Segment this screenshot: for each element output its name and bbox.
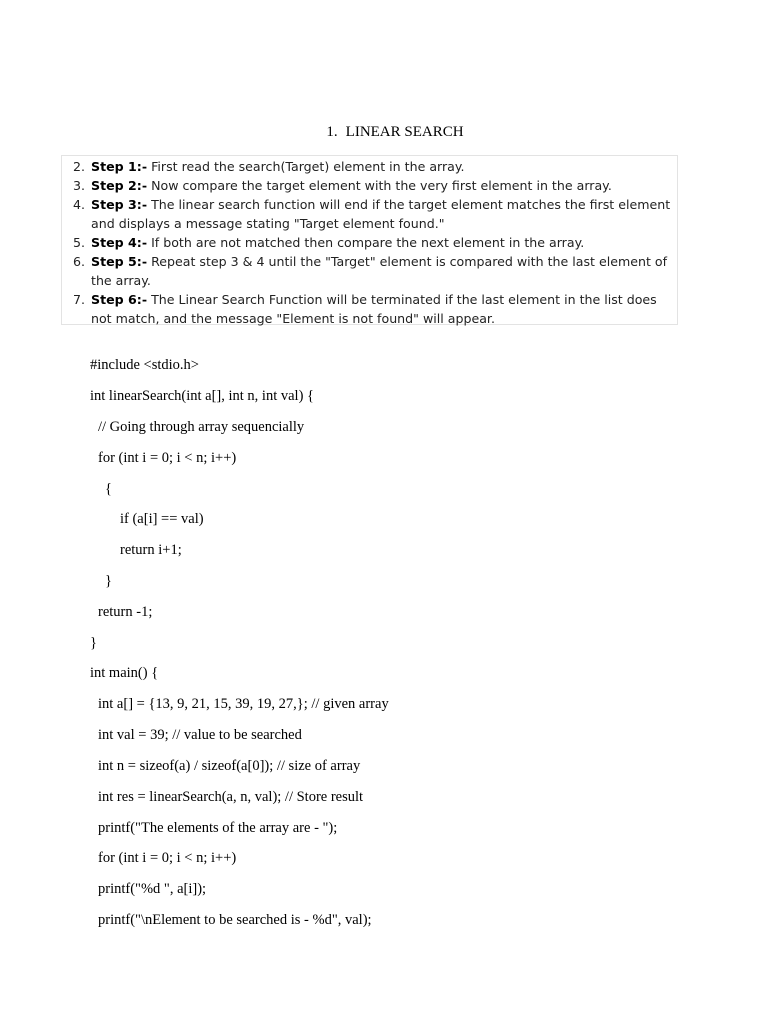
list-item — [72, 290, 671, 328]
step-number: 7. — [72, 292, 85, 307]
code-line: return -1; — [98, 604, 153, 620]
step-number: 6. — [72, 254, 85, 269]
step-label: Step 4:- — [91, 235, 148, 250]
page-title — [0, 122, 768, 142]
list-item — [72, 233, 671, 252]
step-text: Repeat step 3 & 4 until the "Target" element is compared with the last element of the array. — [91, 254, 668, 288]
step-label: Step 3:- — [91, 197, 148, 212]
list-item — [72, 195, 671, 233]
code-line: if (a[i] == val) — [120, 511, 204, 527]
code-line: int res = linearSearch(a, n, val); // Store result — [98, 789, 364, 805]
code-line: #include <stdio.h> — [90, 357, 199, 373]
step-text: The linear search function will end if the target element matches the first element and displays a message stating "Target element found." — [91, 197, 671, 231]
code-line: int n = sizeof(a) / sizeof(a[0]); // size of array — [98, 758, 361, 774]
code-line: { — [105, 481, 112, 497]
code-line: for (int i = 0; i < n; i++) — [98, 850, 237, 866]
code-line: } — [105, 573, 112, 589]
step-label: Step 6:- — [91, 292, 148, 307]
step-number: 3. — [72, 178, 85, 193]
code-line: return i+1; — [120, 542, 182, 558]
step-number: 5. — [72, 235, 85, 250]
code-line: } — [90, 635, 97, 651]
list-item — [72, 176, 671, 195]
step-label: Step 1:- — [91, 159, 148, 174]
list-item — [72, 157, 671, 176]
step-text: First read the search(Target) element in the array. — [151, 159, 465, 174]
code-line: int main() { — [90, 665, 159, 681]
code-line: // Going through array sequencially — [98, 419, 305, 435]
list-item — [72, 252, 671, 290]
code-line: int val = 39; // value to be searched — [98, 727, 302, 743]
code-line: for (int i = 0; i < n; i++) — [98, 450, 237, 466]
title-text: LINEAR SEARCH — [345, 124, 464, 140]
code-line: int linearSearch(int a[], int n, int val) { — [90, 388, 314, 404]
step-label: Step 2:- — [91, 178, 148, 193]
step-text: Now compare the target element with the very first element in the array. — [151, 178, 612, 193]
step-number: 2. — [72, 159, 85, 174]
title-number: 1. — [326, 124, 338, 140]
code-line: printf("\nElement to be searched is - %d", val); — [98, 912, 372, 928]
step-label: Step 5:- — [91, 254, 148, 269]
code-line: printf("The elements of the array are - "); — [98, 820, 338, 836]
code-line: int a[] = {13, 9, 21, 15, 39, 19, 27,}; // given array — [98, 696, 389, 712]
step-text: The Linear Search Function will be terminated if the last element in the list does not match, and the message "Element is not found" will appear. — [91, 292, 657, 326]
steps-list — [61, 155, 678, 325]
step-number: 4. — [72, 197, 85, 212]
code-line: printf("%d ", a[i]); — [98, 881, 207, 897]
step-text: If both are not matched then compare the next element in the array. — [151, 235, 585, 250]
